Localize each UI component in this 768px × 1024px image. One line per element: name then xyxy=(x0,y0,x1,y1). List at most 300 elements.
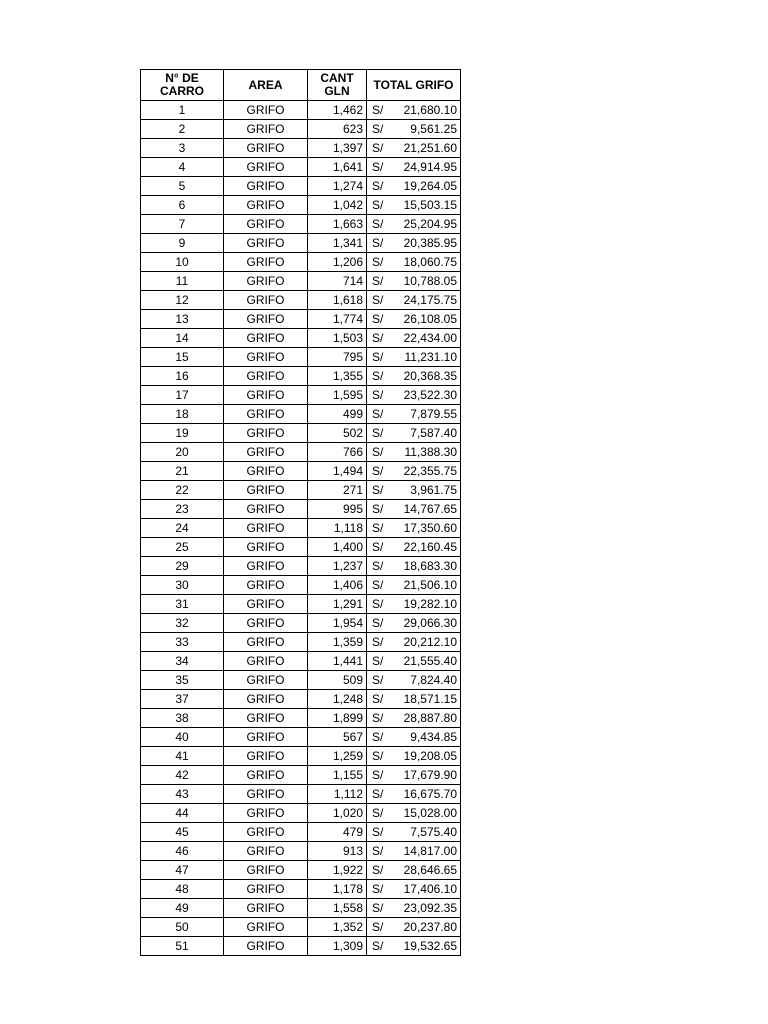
total-amount: 21,506.10 xyxy=(403,577,457,592)
quantity-gln-cell: 1,355 xyxy=(308,367,367,386)
total-cell xyxy=(367,139,461,158)
car-number-cell: 38 xyxy=(141,709,224,728)
currency-symbol: S/ xyxy=(372,444,384,459)
total-cell xyxy=(367,519,461,538)
total-amount: 10,788.05 xyxy=(403,273,457,288)
currency-symbol: S/ xyxy=(372,767,384,782)
table-row xyxy=(141,443,461,462)
table-row xyxy=(141,120,461,139)
quantity-gln-cell: 502 xyxy=(308,424,367,443)
quantity-gln-cell: 271 xyxy=(308,481,367,500)
currency-symbol: S/ xyxy=(372,463,384,478)
table-row xyxy=(141,804,461,823)
total-amount: 14,767.65 xyxy=(403,501,457,516)
car-number-cell: 42 xyxy=(141,766,224,785)
car-number-cell: 29 xyxy=(141,557,224,576)
currency-symbol: S/ xyxy=(372,501,384,516)
area-cell: GRIFO xyxy=(224,158,308,177)
currency-symbol: S/ xyxy=(372,520,384,535)
total-cell xyxy=(367,918,461,937)
header-car-number-line1: N° DE xyxy=(165,71,199,85)
total-amount: 18,060.75 xyxy=(403,254,457,269)
quantity-gln-cell: 479 xyxy=(308,823,367,842)
table-row xyxy=(141,785,461,804)
total-amount: 28,646.65 xyxy=(403,862,457,877)
currency-symbol: S/ xyxy=(372,558,384,573)
total-amount: 7,824.40 xyxy=(410,672,457,687)
currency-symbol: S/ xyxy=(372,292,384,307)
car-number-cell: 34 xyxy=(141,652,224,671)
car-number-cell: 31 xyxy=(141,595,224,614)
quantity-gln-cell: 1,641 xyxy=(308,158,367,177)
total-cell xyxy=(367,500,461,519)
fuel-table-sheet xyxy=(140,69,461,956)
total-cell xyxy=(367,595,461,614)
quantity-gln-cell: 1,954 xyxy=(308,614,367,633)
total-amount: 16,675.70 xyxy=(403,786,457,801)
table-row xyxy=(141,462,461,481)
quantity-gln-cell: 1,462 xyxy=(308,101,367,120)
car-number-cell: 14 xyxy=(141,329,224,348)
total-cell xyxy=(367,310,461,329)
quantity-gln-cell: 567 xyxy=(308,728,367,747)
area-cell: GRIFO xyxy=(224,443,308,462)
car-number-cell: 10 xyxy=(141,253,224,272)
currency-symbol: S/ xyxy=(372,634,384,649)
currency-symbol: S/ xyxy=(372,387,384,402)
total-amount: 19,532.65 xyxy=(403,938,457,953)
area-cell: GRIFO xyxy=(224,614,308,633)
quantity-gln-cell: 1,042 xyxy=(308,196,367,215)
quantity-gln-cell: 1,206 xyxy=(308,253,367,272)
total-cell xyxy=(367,690,461,709)
total-cell xyxy=(367,937,461,956)
area-cell: GRIFO xyxy=(224,272,308,291)
car-number-cell: 40 xyxy=(141,728,224,747)
total-amount: 7,575.40 xyxy=(410,824,457,839)
total-amount: 14,817.00 xyxy=(403,843,457,858)
table-row xyxy=(141,899,461,918)
car-number-cell: 51 xyxy=(141,937,224,956)
area-cell: GRIFO xyxy=(224,253,308,272)
total-cell xyxy=(367,557,461,576)
total-amount: 21,555.40 xyxy=(403,653,457,668)
quantity-gln-cell: 1,558 xyxy=(308,899,367,918)
table-row xyxy=(141,310,461,329)
total-amount: 17,350.60 xyxy=(403,520,457,535)
header-quantity xyxy=(308,70,367,101)
table-row xyxy=(141,595,461,614)
currency-symbol: S/ xyxy=(372,102,384,117)
currency-symbol: S/ xyxy=(372,311,384,326)
area-cell: GRIFO xyxy=(224,196,308,215)
car-number-cell: 1 xyxy=(141,101,224,120)
table-row xyxy=(141,614,461,633)
area-cell: GRIFO xyxy=(224,804,308,823)
table-row xyxy=(141,918,461,937)
total-amount: 22,434.00 xyxy=(403,330,457,345)
table-row xyxy=(141,690,461,709)
currency-symbol: S/ xyxy=(372,140,384,155)
total-amount: 28,887.80 xyxy=(403,710,457,725)
car-number-cell: 9 xyxy=(141,234,224,253)
quantity-gln-cell: 1,341 xyxy=(308,234,367,253)
total-cell xyxy=(367,120,461,139)
currency-symbol: S/ xyxy=(372,710,384,725)
car-number-cell: 22 xyxy=(141,481,224,500)
currency-symbol: S/ xyxy=(372,577,384,592)
table-row xyxy=(141,671,461,690)
total-amount: 24,175.75 xyxy=(403,292,457,307)
total-cell xyxy=(367,633,461,652)
car-number-cell: 48 xyxy=(141,880,224,899)
header-quantity-line2: GLN xyxy=(324,84,350,98)
total-cell xyxy=(367,785,461,804)
quantity-gln-cell: 1,155 xyxy=(308,766,367,785)
table-row xyxy=(141,500,461,519)
currency-symbol: S/ xyxy=(372,919,384,934)
currency-symbol: S/ xyxy=(372,653,384,668)
car-number-cell: 17 xyxy=(141,386,224,405)
table-row xyxy=(141,842,461,861)
currency-symbol: S/ xyxy=(372,748,384,763)
header-car-number-line2: CARRO xyxy=(160,84,204,98)
table-row xyxy=(141,519,461,538)
quantity-gln-cell: 1,503 xyxy=(308,329,367,348)
total-amount: 20,368.35 xyxy=(403,368,457,383)
table-row xyxy=(141,937,461,956)
table-row xyxy=(141,196,461,215)
area-cell: GRIFO xyxy=(224,785,308,804)
area-cell: GRIFO xyxy=(224,481,308,500)
header-car-number xyxy=(141,70,224,101)
area-cell: GRIFO xyxy=(224,690,308,709)
total-cell xyxy=(367,576,461,595)
total-amount: 24,914.95 xyxy=(403,159,457,174)
total-amount: 20,385.95 xyxy=(403,235,457,250)
car-number-cell: 5 xyxy=(141,177,224,196)
area-cell: GRIFO xyxy=(224,728,308,747)
area-cell: GRIFO xyxy=(224,310,308,329)
total-amount: 23,092.35 xyxy=(403,900,457,915)
table-row xyxy=(141,424,461,443)
table-row xyxy=(141,272,461,291)
car-number-cell: 43 xyxy=(141,785,224,804)
currency-symbol: S/ xyxy=(372,425,384,440)
area-cell: GRIFO xyxy=(224,842,308,861)
currency-symbol: S/ xyxy=(372,843,384,858)
car-number-cell: 18 xyxy=(141,405,224,424)
table-row xyxy=(141,158,461,177)
total-cell xyxy=(367,272,461,291)
area-cell: GRIFO xyxy=(224,918,308,937)
car-number-cell: 49 xyxy=(141,899,224,918)
quantity-gln-cell: 499 xyxy=(308,405,367,424)
car-number-cell: 23 xyxy=(141,500,224,519)
area-cell: GRIFO xyxy=(224,633,308,652)
quantity-gln-cell: 995 xyxy=(308,500,367,519)
quantity-gln-cell: 1,899 xyxy=(308,709,367,728)
area-cell: GRIFO xyxy=(224,538,308,557)
area-cell: GRIFO xyxy=(224,899,308,918)
total-amount: 19,264.05 xyxy=(403,178,457,193)
table-row xyxy=(141,652,461,671)
area-cell: GRIFO xyxy=(224,386,308,405)
area-cell: GRIFO xyxy=(224,120,308,139)
total-cell xyxy=(367,671,461,690)
total-cell xyxy=(367,196,461,215)
car-number-cell: 19 xyxy=(141,424,224,443)
total-amount: 15,028.00 xyxy=(403,805,457,820)
area-cell: GRIFO xyxy=(224,101,308,120)
quantity-gln-cell: 1,118 xyxy=(308,519,367,538)
total-cell xyxy=(367,329,461,348)
currency-symbol: S/ xyxy=(372,273,384,288)
currency-symbol: S/ xyxy=(372,615,384,630)
total-cell xyxy=(367,861,461,880)
total-cell xyxy=(367,747,461,766)
total-cell xyxy=(367,177,461,196)
currency-symbol: S/ xyxy=(372,691,384,706)
currency-symbol: S/ xyxy=(372,406,384,421)
area-cell: GRIFO xyxy=(224,595,308,614)
car-number-cell: 35 xyxy=(141,671,224,690)
total-cell xyxy=(367,424,461,443)
total-cell xyxy=(367,234,461,253)
car-number-cell: 21 xyxy=(141,462,224,481)
currency-symbol: S/ xyxy=(372,159,384,174)
area-cell: GRIFO xyxy=(224,519,308,538)
currency-symbol: S/ xyxy=(372,349,384,364)
total-amount: 22,355.75 xyxy=(403,463,457,478)
table-body xyxy=(141,101,461,956)
area-cell: GRIFO xyxy=(224,557,308,576)
total-cell xyxy=(367,766,461,785)
quantity-gln-cell: 1,406 xyxy=(308,576,367,595)
area-cell: GRIFO xyxy=(224,291,308,310)
table-row xyxy=(141,139,461,158)
total-amount: 3,961.75 xyxy=(410,482,457,497)
area-cell: GRIFO xyxy=(224,424,308,443)
table-row xyxy=(141,386,461,405)
quantity-gln-cell: 1,237 xyxy=(308,557,367,576)
quantity-gln-cell: 1,397 xyxy=(308,139,367,158)
car-number-cell: 20 xyxy=(141,443,224,462)
table-row xyxy=(141,880,461,899)
total-cell xyxy=(367,728,461,747)
currency-symbol: S/ xyxy=(372,824,384,839)
quantity-gln-cell: 1,112 xyxy=(308,785,367,804)
car-number-cell: 7 xyxy=(141,215,224,234)
table-row xyxy=(141,709,461,728)
table-row xyxy=(141,234,461,253)
table-row xyxy=(141,861,461,880)
total-cell xyxy=(367,823,461,842)
car-number-cell: 11 xyxy=(141,272,224,291)
area-cell: GRIFO xyxy=(224,234,308,253)
total-amount: 29,066.30 xyxy=(403,615,457,630)
area-cell: GRIFO xyxy=(224,880,308,899)
table-row xyxy=(141,177,461,196)
car-number-cell: 13 xyxy=(141,310,224,329)
total-cell xyxy=(367,158,461,177)
total-amount: 17,406.10 xyxy=(403,881,457,896)
total-cell xyxy=(367,443,461,462)
total-amount: 9,434.85 xyxy=(410,729,457,744)
total-cell xyxy=(367,253,461,272)
area-cell: GRIFO xyxy=(224,139,308,158)
table-row xyxy=(141,538,461,557)
currency-symbol: S/ xyxy=(372,178,384,193)
area-cell: GRIFO xyxy=(224,652,308,671)
total-amount: 11,231.10 xyxy=(404,349,457,364)
table-row xyxy=(141,728,461,747)
quantity-gln-cell: 1,400 xyxy=(308,538,367,557)
total-amount: 19,208.05 xyxy=(403,748,457,763)
quantity-gln-cell: 1,259 xyxy=(308,747,367,766)
total-amount: 7,587.40 xyxy=(410,425,457,440)
quantity-gln-cell: 1,774 xyxy=(308,310,367,329)
header-area: AREA xyxy=(224,70,308,101)
quantity-gln-cell: 1,178 xyxy=(308,880,367,899)
area-cell: GRIFO xyxy=(224,861,308,880)
total-cell xyxy=(367,899,461,918)
car-number-cell: 47 xyxy=(141,861,224,880)
quantity-gln-cell: 1,274 xyxy=(308,177,367,196)
area-cell: GRIFO xyxy=(224,215,308,234)
table-row xyxy=(141,329,461,348)
total-amount: 19,282.10 xyxy=(403,596,457,611)
currency-symbol: S/ xyxy=(372,805,384,820)
quantity-gln-cell: 714 xyxy=(308,272,367,291)
fuel-table xyxy=(140,69,461,956)
total-cell xyxy=(367,804,461,823)
currency-symbol: S/ xyxy=(372,368,384,383)
table-row xyxy=(141,823,461,842)
quantity-gln-cell: 1,248 xyxy=(308,690,367,709)
quantity-gln-cell: 623 xyxy=(308,120,367,139)
table-row xyxy=(141,481,461,500)
area-cell: GRIFO xyxy=(224,576,308,595)
quantity-gln-cell: 766 xyxy=(308,443,367,462)
total-amount: 9,561.25 xyxy=(410,121,457,136)
total-amount: 22,160.45 xyxy=(403,539,457,554)
area-cell: GRIFO xyxy=(224,348,308,367)
car-number-cell: 6 xyxy=(141,196,224,215)
area-cell: GRIFO xyxy=(224,329,308,348)
car-number-cell: 12 xyxy=(141,291,224,310)
currency-symbol: S/ xyxy=(372,881,384,896)
quantity-gln-cell: 1,922 xyxy=(308,861,367,880)
table-row xyxy=(141,557,461,576)
car-number-cell: 41 xyxy=(141,747,224,766)
currency-symbol: S/ xyxy=(372,672,384,687)
car-number-cell: 45 xyxy=(141,823,224,842)
total-amount: 25,204.95 xyxy=(403,216,457,231)
currency-symbol: S/ xyxy=(372,235,384,250)
total-amount: 18,571.15 xyxy=(403,691,457,706)
quantity-gln-cell: 1,309 xyxy=(308,937,367,956)
area-cell: GRIFO xyxy=(224,367,308,386)
total-cell xyxy=(367,367,461,386)
total-amount: 21,680.10 xyxy=(403,102,457,117)
car-number-cell: 2 xyxy=(141,120,224,139)
car-number-cell: 46 xyxy=(141,842,224,861)
quantity-gln-cell: 1,595 xyxy=(308,386,367,405)
car-number-cell: 44 xyxy=(141,804,224,823)
currency-symbol: S/ xyxy=(372,862,384,877)
quantity-gln-cell: 509 xyxy=(308,671,367,690)
table-row xyxy=(141,291,461,310)
table-row xyxy=(141,747,461,766)
table-row xyxy=(141,766,461,785)
table-row xyxy=(141,367,461,386)
quantity-gln-cell: 1,618 xyxy=(308,291,367,310)
area-cell: GRIFO xyxy=(224,709,308,728)
quantity-gln-cell: 1,020 xyxy=(308,804,367,823)
currency-symbol: S/ xyxy=(372,330,384,345)
area-cell: GRIFO xyxy=(224,405,308,424)
total-cell xyxy=(367,101,461,120)
car-number-cell: 37 xyxy=(141,690,224,709)
total-amount: 26,108.05 xyxy=(403,311,457,326)
total-cell xyxy=(367,842,461,861)
total-cell xyxy=(367,386,461,405)
table-row xyxy=(141,101,461,120)
car-number-cell: 33 xyxy=(141,633,224,652)
quantity-gln-cell: 795 xyxy=(308,348,367,367)
quantity-gln-cell: 1,663 xyxy=(308,215,367,234)
car-number-cell: 50 xyxy=(141,918,224,937)
area-cell: GRIFO xyxy=(224,500,308,519)
currency-symbol: S/ xyxy=(372,216,384,231)
car-number-cell: 16 xyxy=(141,367,224,386)
area-cell: GRIFO xyxy=(224,177,308,196)
total-cell xyxy=(367,709,461,728)
header-total: TOTAL GRIFO xyxy=(367,70,461,101)
header-row xyxy=(141,70,461,101)
table-header xyxy=(141,70,461,101)
total-amount: 20,237.80 xyxy=(403,919,457,934)
currency-symbol: S/ xyxy=(372,254,384,269)
currency-symbol: S/ xyxy=(372,900,384,915)
currency-symbol: S/ xyxy=(372,938,384,953)
total-amount: 23,522.30 xyxy=(403,387,457,402)
car-number-cell: 30 xyxy=(141,576,224,595)
table-row xyxy=(141,633,461,652)
area-cell: GRIFO xyxy=(224,823,308,842)
car-number-cell: 25 xyxy=(141,538,224,557)
currency-symbol: S/ xyxy=(372,121,384,136)
car-number-cell: 4 xyxy=(141,158,224,177)
total-cell xyxy=(367,215,461,234)
currency-symbol: S/ xyxy=(372,482,384,497)
table-row xyxy=(141,215,461,234)
total-amount: 15,503.15 xyxy=(403,197,457,212)
currency-symbol: S/ xyxy=(372,786,384,801)
car-number-cell: 24 xyxy=(141,519,224,538)
car-number-cell: 3 xyxy=(141,139,224,158)
car-number-cell: 15 xyxy=(141,348,224,367)
currency-symbol: S/ xyxy=(372,539,384,554)
area-cell: GRIFO xyxy=(224,462,308,481)
table-row xyxy=(141,576,461,595)
area-cell: GRIFO xyxy=(224,747,308,766)
total-cell xyxy=(367,538,461,557)
table-row xyxy=(141,405,461,424)
total-cell xyxy=(367,481,461,500)
quantity-gln-cell: 1,291 xyxy=(308,595,367,614)
